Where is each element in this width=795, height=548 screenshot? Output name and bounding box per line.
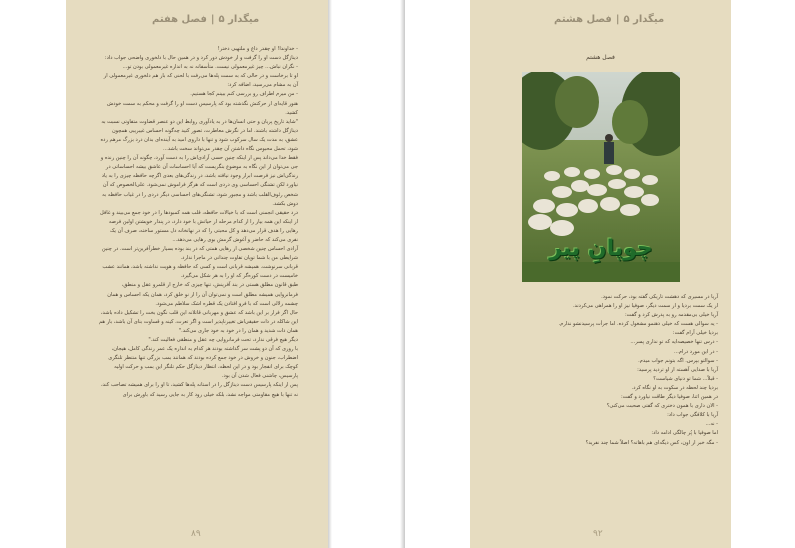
paragraph: - یه سوالی هست که خیلی ذهنمو مشغول کرده. اما جرأت پرسیدنشو ندارم. bbox=[558, 321, 718, 328]
paragraph: "شاید تاریخ پریان و حتی انسان‌ها در به یادآوری روابط این دو عنصر قضاوت متفاوتی نسبت به دیناژگل داشته باشند. اما در نگرش معاطرت، تصور کنید چه‌گونه احساس غیبریبی همچون عشق، به مدت یک سال سرکوب شود و تنها با داروی امید به آینده‌ای بدان درد بزرگ مرهم زده شود، تحمل محبوس نگاه داشتن آن چقدر می‌تواند سخت باشد... bbox=[100, 118, 298, 153]
paragraph: - قبلاً... شما تو دنیای شیاست؟ bbox=[653, 375, 718, 382]
paragraph: - سوالتو بپرس. اگه بتونم جواب میدم. bbox=[638, 357, 718, 364]
chapter-label: فصل هشتم bbox=[586, 54, 615, 61]
chapter-title: فصل هفتم bbox=[152, 14, 207, 25]
paragraph: درد حقیقی انجمنی است که با خیالات حافظه، قلب همه کمبودها را در خود جمع می‌بیند و غافل از اینکه این همه بیاز را از کدام مرحله از حیاتش با خود دارد، در پندار خویشتن اولین فرصه رهایی را هدف قرار می‌دهد و کل محبتی را که در نهانخانه دل مستور ساخته، صرف آن یک نفری می‌کند که حاضر و آغوش گرمش بوی رهایی می‌دهد... bbox=[100, 209, 298, 243]
page-number: ۸۹ bbox=[191, 529, 201, 539]
paragraph: از یک سمت بردیا و از سمت دیگر، صوفیا نیز او را همراهی می‌کردند. bbox=[572, 303, 718, 310]
paragraph: - نه... bbox=[705, 421, 718, 428]
paragraph: - نگران نباش... چیز غیرمعمولی نیست. متأسفانه نه به اندازه غیرمعمولی بودن تو... bbox=[122, 64, 298, 71]
paragraph: بردیا چند لحظه در سکوت به او نگاه کرد. bbox=[631, 384, 718, 391]
paragraph: آریا با صدایی آهسته از او تردید پرسید: bbox=[637, 366, 718, 373]
paragraph: - خداوندا! او چقدر داغ و ملتهبی دختر! bbox=[217, 46, 298, 52]
chapter-title: فصل هشتم bbox=[554, 14, 612, 25]
page-header bbox=[554, 14, 664, 25]
paragraph: فقط خدا می‌داند پس از اینکه چنین حسی آزادی‌اش را به دست آورد، چگونه آن را چنین زنده و جی می‌توان از این نگاه به موضوع بنگریست که آیا احساسات آن عاشق بیشه احساساتی در زندگی‌اش نیز فرصت ابراز وجود نیافته باشد، در زندگی‌های بعدی اگرچه حافظه چیزی را به یاد نیاورد لکن تشنگی احساسی وی دردی است که هرگز فراموش نمی‌شود. علی‌الخصوص که آن شخص رئوف‌القلب باشد و مجبور شود، تشنگی‌های احساسی دیگر دردی را در غیاب حافظه به دوش بکشد. bbox=[100, 155, 298, 207]
book-title: میگدار ۵ bbox=[623, 14, 665, 25]
paragraph: پس از اینکه پارسیس دست دیناژگل را در استانه پله‌ها کشید، تا او را برای همیشه تصاحب کند، نه تنها با هیچ مقاومتی مواجه نشد، بلکه خیلی زود کار به جایی رسید که باورش برای bbox=[100, 382, 298, 398]
paragraph: آریا با کلافگی جواب داد: bbox=[667, 412, 718, 419]
paragraph: قربانی سرنوشت. همیشه قربانی است و کسی که حافظه و هویت نداشته باشد، همانند عشب خامیست در دست کوزه‌گر که او را به هر شکل می‌گیرد. bbox=[102, 264, 298, 280]
page-number: ۹۲ bbox=[593, 529, 603, 539]
cover-title: چوپانِ پیر bbox=[549, 236, 653, 261]
book-title: میگدار ۵ bbox=[218, 14, 260, 25]
paragraph: طبق قانون مطلق هستی در بند آفرینش، تنها چیزی که خارج از قلمرو عقل و منطق، فرمانروایی همیشه مطلق است و نمی‌توان آن را از نو خلق کرد، همان یکه احساس و همان چشمه زلالی است که با فرو افتادن یک قطره اشک سلاطم می‌شود. bbox=[107, 282, 298, 307]
paragraph: دیگر هیچ فرقی ندارد، تحت فرمانروایی چه عقل و منطقی فعالیت کند." bbox=[148, 337, 298, 343]
page-edge-shadow bbox=[328, 0, 332, 548]
page-header bbox=[152, 14, 259, 25]
paragraph: آریا خیلی بی‌مقدمه رو به پدرش کرد و گفت: bbox=[624, 312, 718, 319]
paragraph: - درس تنها خصیصه‌ایه که تو نداری پسر... bbox=[630, 339, 718, 346]
chapter-illustration bbox=[522, 72, 680, 282]
header-separator: | bbox=[615, 14, 620, 25]
paragraph: هنوز قایه‌ای از حرکتش نگذشته بود که پارسیس دست او را گرفت و محکم به سمت خودش کشید. bbox=[107, 100, 298, 116]
paragraph: او تا برخاست و در حالی که به سمت پله‌ها می‌رفت با لحنی که باز هم دلخوری غیرمعمولی از آن به مشام می‌رسید، اضافه کرد: bbox=[103, 73, 298, 89]
paragraph: بردیا خیلی آرام گفت: bbox=[672, 330, 718, 337]
page-edge-shadow bbox=[400, 0, 405, 548]
page-body-text bbox=[98, 45, 298, 400]
paragraph: - مگه خبر از اون، کس دیگه‌ای هم باهاته؟ اصلاً شما چند نفرید؟ bbox=[585, 439, 718, 446]
paragraph: در همین اثنا، صوفیا دیگر طاقت نیاورد و گفت: bbox=[620, 394, 718, 401]
paragraph: با روزی که آن دو پشت سر گذاشته بودند هر کدام به اندازه یک عمر زندگی کامل، هیجان، اضطراب، جنون و خروش در خود جمع کرده بودند که همانند بمب بزرگی تنها منتظر تلنگری کوچک برای انفجار بود و در این لحظه، انتظار دیناژگل حکم تلنگر این بمب و حرکت اولیه پارسیس، چاشنی فعال شدن آن بود. bbox=[108, 346, 298, 380]
left-page bbox=[66, 0, 328, 548]
paragraph: - الان داری با همون دختری که گفتی صحبت می‌کنی؟ bbox=[606, 403, 718, 410]
paragraph: حال اگر فرار بر این باشد که عشق و مهربانی قاتلانه این قلب نگون بخت را تشکیل داده باشد، این شاکله در ذات حقیقی‌اش تغییرناپذیر است و اگر تعرت، کینه و قساوت بنای آن باشد، باز هم همان ذات شدید و همان را در خود به خود جاری می‌کند." bbox=[99, 309, 298, 334]
paragraph: آریا در مسیری که دهشت تاریکی گفته بود، حرکت نمود. bbox=[601, 294, 718, 300]
header-separator: | bbox=[210, 14, 215, 25]
paragraph: - در این مورد درام... bbox=[674, 348, 718, 355]
paragraph: آزادی احساس چنین شخصی از رهایی همتی که در بند بوده بسیار خطرآفرین‌تر است. در چنین شرایطی من با شما توپان تفاوت چندانی در ماجرا ندارد. bbox=[101, 246, 298, 262]
paragraph: دیناژگل دست او را گرفت و از خودش دور کرد و در همین حال با دلخوری واضحی جواب داد: bbox=[104, 55, 298, 62]
paragraph: اما صوفیا با پُر چالگی ادامه داد: bbox=[651, 430, 718, 437]
page-body-text bbox=[484, 293, 718, 448]
right-page bbox=[470, 0, 731, 548]
paragraph: - من میرم اطراف رو بررسی کنم ببینم کجا هستیم. bbox=[190, 91, 298, 98]
